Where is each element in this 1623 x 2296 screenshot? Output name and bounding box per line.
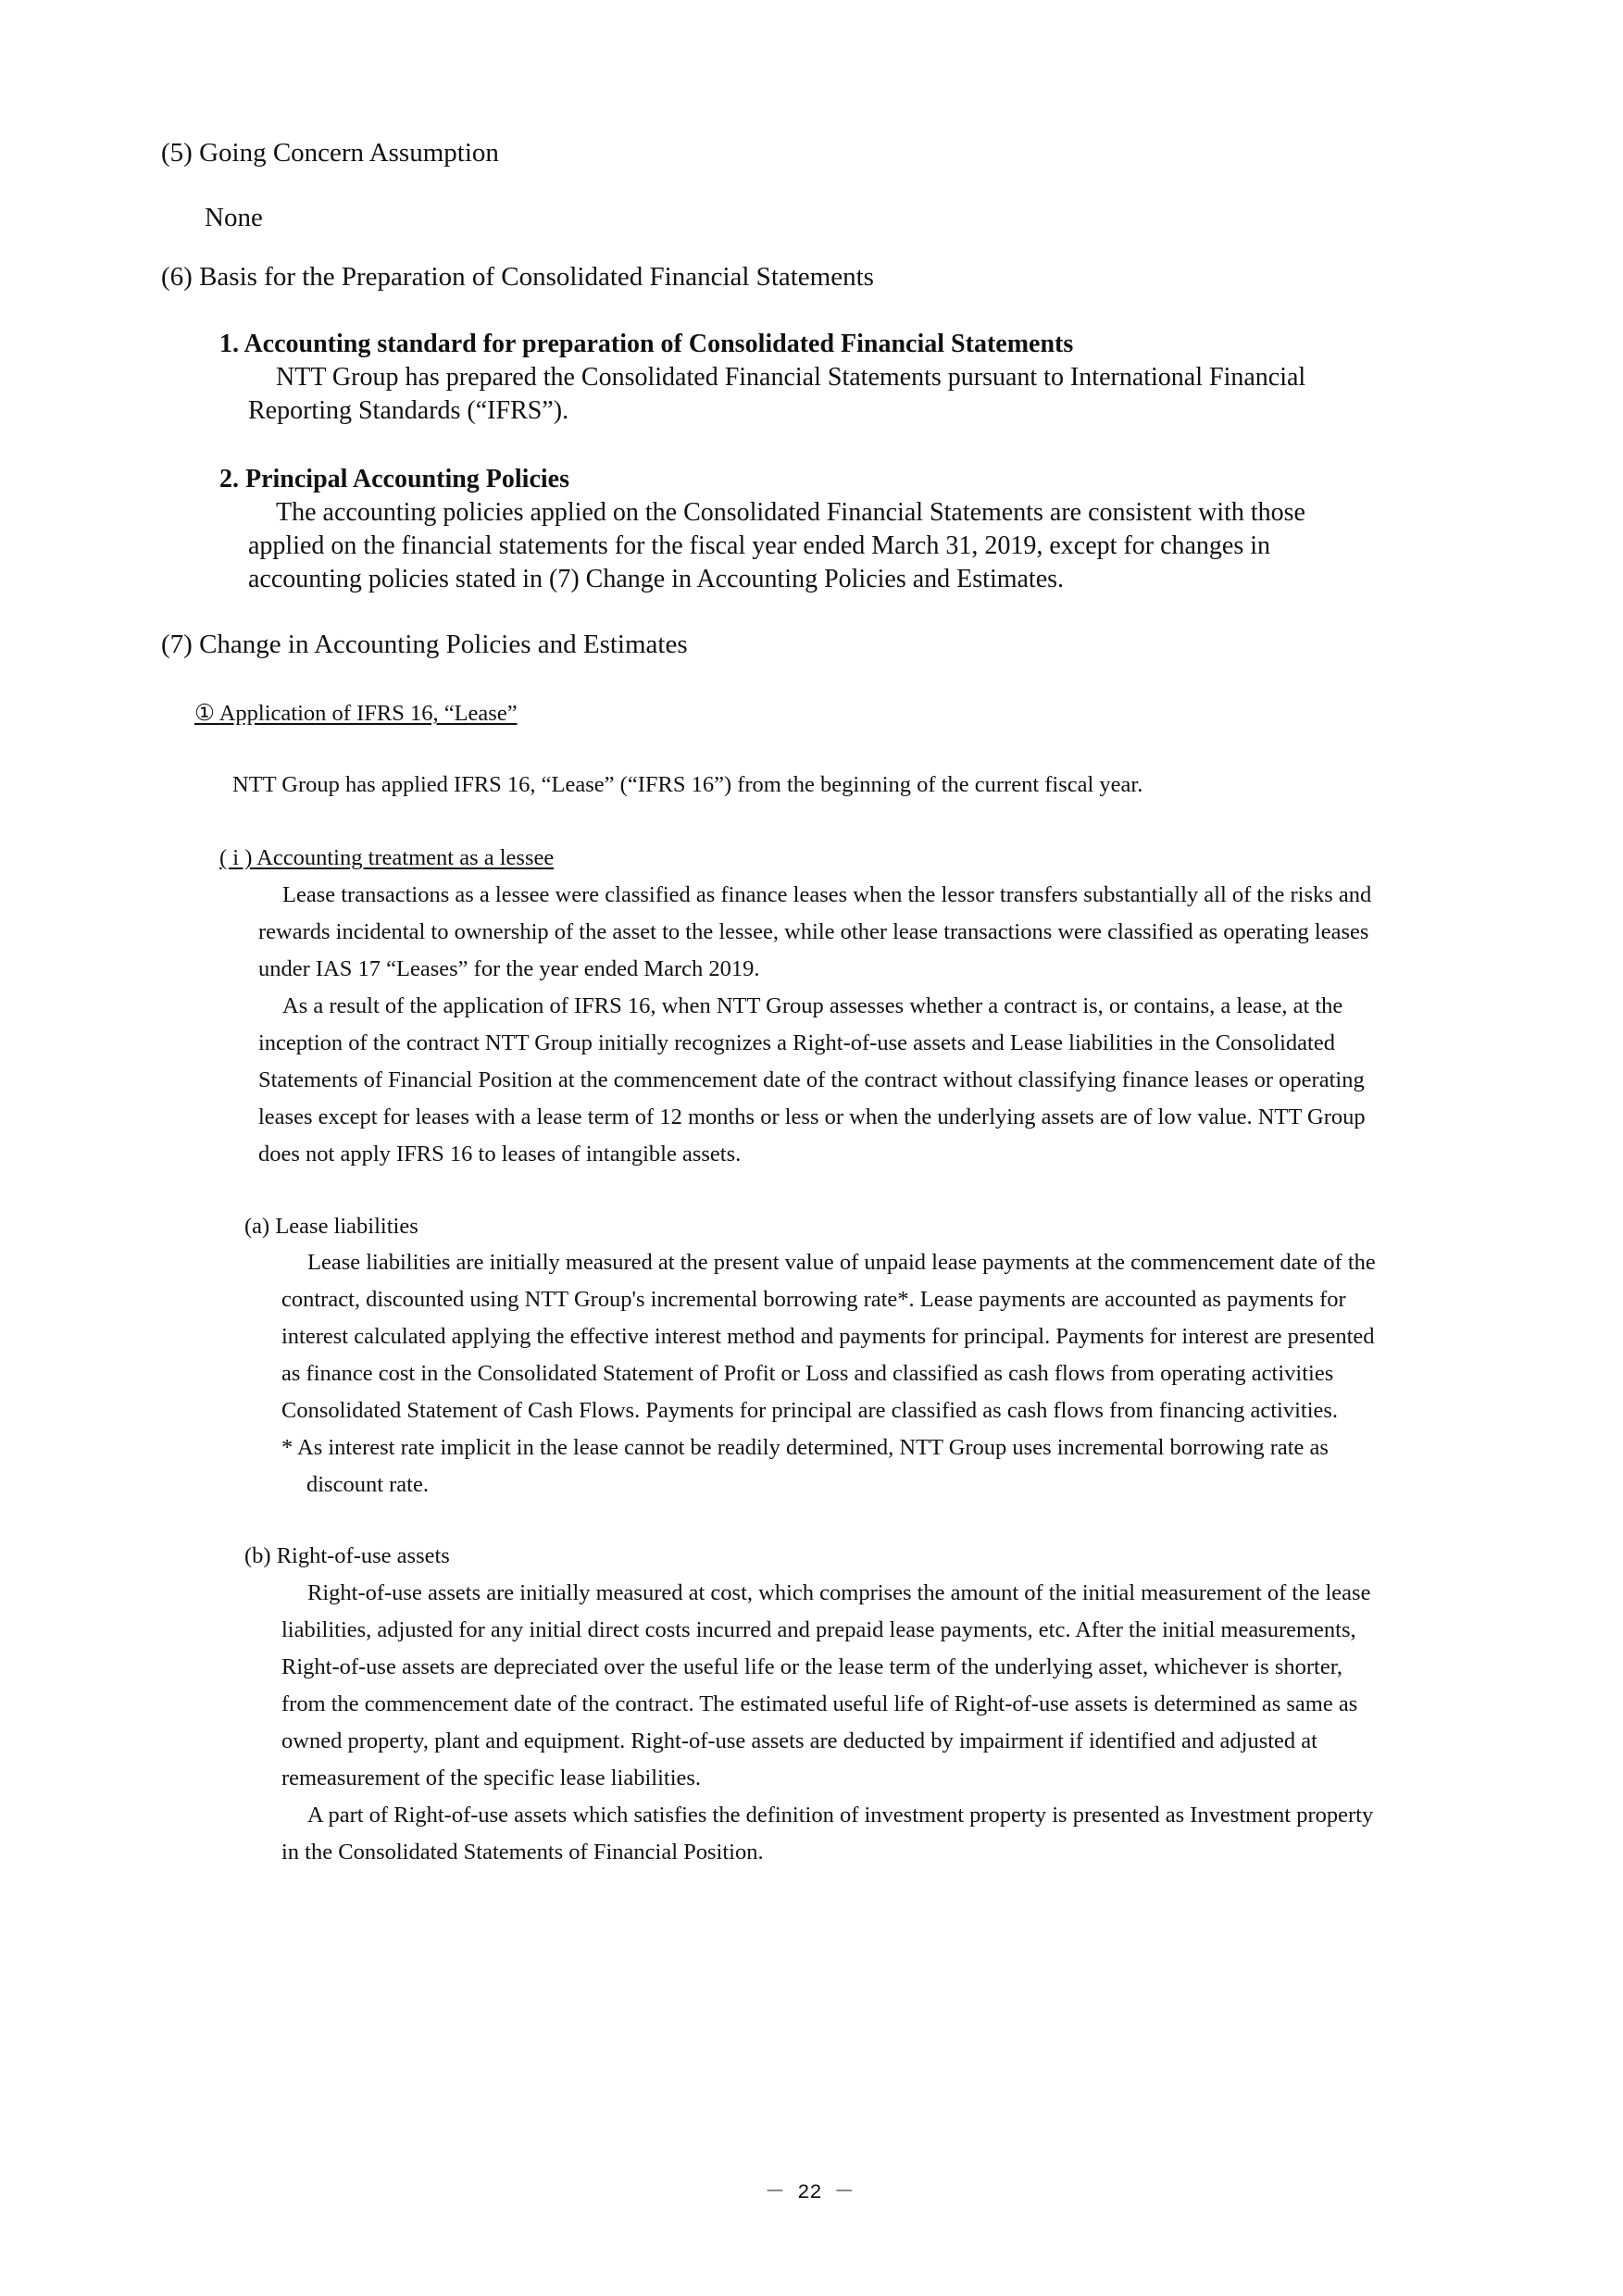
principal-policies-line: accounting policies stated in (7) Change in Accounting Policies and Estimates. bbox=[248, 565, 1065, 593]
lessee-line: Lease transactions as a lessee were classified as finance leases when the lessor transfers substantially all of the risks and bbox=[282, 882, 1372, 907]
lease-liabilities-line: interest calculated applying the effective interest method and payments for principal. Payments for interest are presented bbox=[281, 1324, 1375, 1349]
section-5-heading: (5) Going Concern Assumption bbox=[161, 138, 499, 168]
ifrs16-subheading: ① Application of IFRS 16, “Lease” bbox=[194, 701, 518, 726]
lease-liabilities-line: Consolidated Statement of Cash Flows. Payments for principal are classified as cash flows from financing activities. bbox=[281, 1398, 1339, 1423]
accounting-standard-line: NTT Group has prepared the Consolidated Financial Statements pursuant to International Financial bbox=[276, 363, 1306, 392]
section-7-heading: (7) Change in Accounting Policies and Estimates bbox=[161, 630, 688, 659]
lease-liabilities-footnote: discount rate. bbox=[306, 1472, 429, 1497]
lessee-line: As a result of the application of IFRS 16, when NTT Group assesses whether a contract is, or contains, a lease, at the bbox=[282, 993, 1343, 1018]
lease-liabilities-footnote: * As interest rate implicit in the lease cannot be readily determined, NTT Group uses incremental borrowing rate as bbox=[281, 1435, 1329, 1460]
page-number: － 22 － bbox=[765, 2181, 855, 2204]
lessee-line: rewards incidental to ownership of the asset to the lessee, while other lease transactions were classified as operating leases bbox=[258, 919, 1369, 944]
right-of-use-line: from the commencement date of the contract. The estimated useful life of Right-of-use assets is determined as same as bbox=[281, 1691, 1358, 1716]
lease-liabilities-line: contract, discounted using NTT Group's incremental borrowing rate*. Lease payments are accounted as payments for bbox=[281, 1287, 1346, 1312]
right-of-use-line: in the Consolidated Statements of Financial Position. bbox=[281, 1840, 764, 1865]
right-of-use-line: Right-of-use assets are initially measured at cost, which comprises the amount of the initial measurement of the lease bbox=[307, 1580, 1371, 1605]
right-of-use-line: A part of Right-of-use assets which satisfies the definition of investment property is presented as Investment property bbox=[307, 1803, 1374, 1828]
right-of-use-line: Right-of-use assets are depreciated over the useful life or the lease term of the underlying asset, whichever is shorter, bbox=[281, 1654, 1343, 1679]
ifrs16-intro: NTT Group has applied IFRS 16, “Lease” (“IFRS 16”) from the beginning of the current fiscal year. bbox=[232, 772, 1143, 797]
principal-policies-line: The accounting policies applied on the Consolidated Financial Statements are consistent with those bbox=[276, 498, 1305, 527]
principal-policies-title: 2. Principal Accounting Policies bbox=[219, 465, 569, 493]
accounting-standard-line: Reporting Standards (“IFRS”). bbox=[248, 396, 569, 425]
lessee-line: under IAS 17 “Leases” for the year ended March 2019. bbox=[258, 956, 760, 981]
section-6-heading: (6) Basis for the Preparation of Consolidated Financial Statements bbox=[161, 262, 874, 292]
right-of-use-line: owned property, plant and equipment. Right-of-use assets are deducted by impairment if identified and adjusted at bbox=[281, 1728, 1317, 1753]
accounting-standard-title: 1. Accounting standard for preparation of Consolidated Financial Statements bbox=[219, 330, 1074, 358]
principal-policies-line: applied on the financial statements for the fiscal year ended March 31, 2019, except for changes in bbox=[248, 531, 1271, 560]
section-5-body: None bbox=[205, 203, 263, 232]
lessee-line: inception of the contract NTT Group initially recognizes a Right-of-use assets and Lease liabilities in the Consolidated bbox=[258, 1030, 1335, 1055]
right-of-use-line: remeasurement of the specific lease liabilities. bbox=[281, 1766, 702, 1791]
lease-liabilities-heading: (a) Lease liabilities bbox=[244, 1214, 418, 1239]
lessee-line: does not apply IFRS 16 to leases of intangible assets. bbox=[258, 1142, 742, 1167]
lessee-line: leases except for leases with a lease term of 12 months or less or when the underlying assets are of low value. NTT Group bbox=[258, 1104, 1366, 1129]
lease-liabilities-line: Lease liabilities are initially measured at the present value of unpaid lease payments at the commencement date of the bbox=[307, 1250, 1376, 1275]
right-of-use-heading: (b) Right-of-use assets bbox=[244, 1543, 450, 1568]
right-of-use-line: liabilities, adjusted for any initial direct costs incurred and prepaid lease payments, etc. After the initial measurements, bbox=[281, 1617, 1356, 1642]
lease-liabilities-line: as finance cost in the Consolidated Statement of Profit or Loss and classified as cash flows from operating activities bbox=[281, 1361, 1334, 1386]
lessee-heading: ( i ) Accounting treatment as a lessee bbox=[219, 845, 555, 870]
lessee-line: Statements of Financial Position at the commencement date of the contract without classifying finance leases or operating bbox=[258, 1067, 1365, 1092]
